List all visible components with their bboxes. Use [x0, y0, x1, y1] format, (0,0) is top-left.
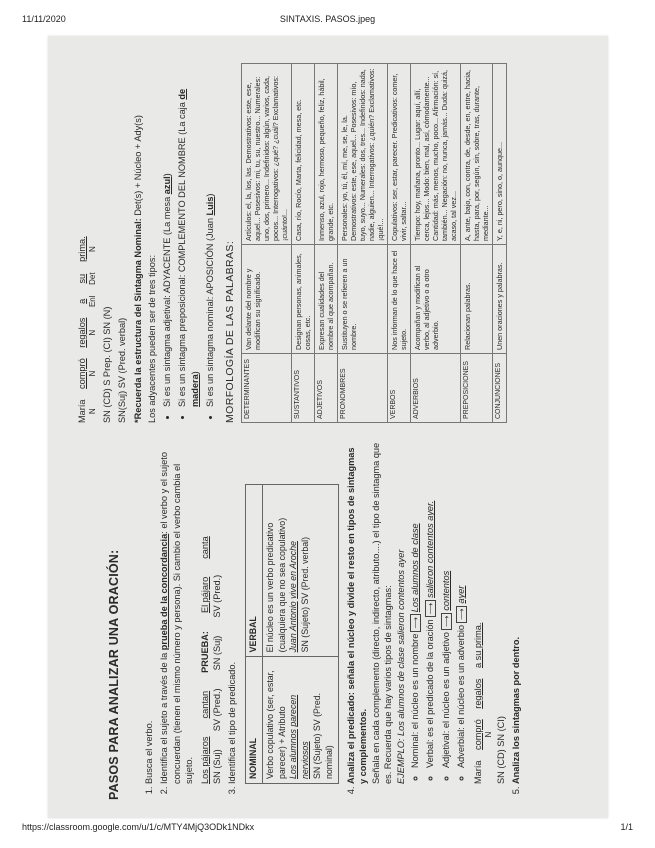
word-tag: N [88, 246, 98, 253]
verbal-definition: El núcleo es un verbo predicativo (cualquiera que no sea copulativo) [264, 517, 287, 653]
sintagma-verbal-example: salieron contentos ayer. [425, 500, 436, 598]
nominal-definition: Verbo copulativo (ser, estar, parecer) + Atributo [264, 670, 287, 779]
page-title: PASOS PARA ANALIZAR UNA ORACIÓN: [107, 549, 121, 800]
nominal-header: NOMINAL [245, 657, 262, 784]
word-tag: N [88, 408, 98, 415]
right-column [58, 53, 598, 423]
recuerda-text: Det(s) + Núcleo + Ady(s) [133, 115, 144, 219]
step-1 [143, 440, 155, 784]
row-category: ADVERBIOS [410, 354, 460, 423]
table-row [241, 64, 291, 423]
verbal-header: VERBAL [245, 485, 262, 657]
sintagma-adjetival [440, 440, 452, 768]
nominal-cell [262, 657, 338, 784]
label-sn-2: SN (Suj) [211, 635, 222, 671]
word-text: regalos [472, 678, 483, 709]
table-row [410, 64, 460, 423]
sintagma-verbal-text: Verbal: es el predicado de la oración [425, 619, 436, 768]
word [472, 761, 484, 785]
print-url: https://classroom.google.com/u/1/c/MTY4MjQ3ODk1NDkx [22, 822, 255, 832]
word-text: prima. [77, 236, 87, 262]
step-3 [226, 440, 339, 784]
example-verb: cantan [199, 690, 210, 719]
arrow-icon: ⟶ [441, 613, 452, 630]
word [76, 295, 99, 307]
row-examples: Artículos: el, la, los, las. Demostrativos: este, ese, aquel... Posesivos: mi, tu, su, nuestro... Numerales: uno, dos, primero... Indefinidos: algún, varios, cada, pocos... Interrogativos: ¿qué? ¿cuál? Exclamativos: ¡cuánto!... [241, 64, 291, 245]
ady-3-text: Si es un sintagma nominal: APOSICIÓN (Juan [205, 215, 216, 407]
recuerda-heading: *Recuerda la estructura del Sintagma Nominal: [133, 218, 144, 423]
row-category: DETERMINANTES [241, 354, 291, 423]
word-text: María [472, 760, 483, 784]
sintagma-nominal [409, 440, 421, 768]
adyacentes-intro: Los adyacentes pueden ser de tres tipos: [147, 254, 158, 423]
step-1-text: Busca el verbo. [143, 720, 154, 784]
step-2 [158, 440, 223, 784]
sentence-labels: SN (CD) SN (CI) [495, 716, 506, 784]
sintagma-types [409, 440, 468, 784]
adyacente-nominal [204, 53, 216, 407]
ady-3-example: Luis [205, 196, 216, 216]
concordancia-term: prueba de la concordancia [159, 533, 170, 651]
adyacente-preposicional [176, 53, 201, 407]
word [472, 623, 484, 668]
word-text: María [77, 399, 87, 423]
word [76, 318, 99, 348]
ady-2-text: Si es un sintagma preposicional: COMPLEMENTO DEL NOMBRE (La caja [177, 99, 188, 407]
word-text: compró [472, 719, 483, 750]
print-date: 11/11/2020 [22, 14, 66, 24]
print-title: SINTAXIS. PASOS.jpeg [279, 14, 376, 24]
sintagma-adv-text: Adverbial: el núcleo es un adverbio [456, 624, 467, 768]
row-definition: Acompañan y modifican al verbo, al adjetivo o a otro adverbio. [410, 245, 460, 354]
word [76, 236, 99, 262]
page-count: 1/1 [620, 822, 633, 832]
row-examples: Y, e, ni, pero, sino, o, aunque... [492, 64, 506, 245]
word-tag: Det [88, 272, 98, 285]
rotated-page [48, 36, 608, 818]
row-examples: Casa, río, Rocío, Marta, felicidad, mesa, etc. [291, 64, 314, 245]
sintagma-verbal [424, 440, 436, 768]
word-tag: Enl [88, 295, 98, 308]
example-subject: Los pájaros [199, 736, 210, 784]
example-sentence [472, 440, 508, 784]
row-definition: Van delante del nombre y modifican su significado. [241, 245, 291, 354]
step-4-example: EJEMPLO: Los alumnos de clase salieron contentos ayer [395, 549, 406, 784]
adyacentes-list [161, 53, 217, 423]
row-definition: Unen oraciones y palabras. [492, 245, 506, 354]
morfologia-title: MORFOLOGÍA DE LAS PALABRAS: [223, 240, 236, 423]
sintagma-adv-example: ayer [456, 585, 467, 604]
row-category: PRONOMBRES [337, 354, 387, 423]
verbal-cell [262, 485, 338, 657]
sintagma-adj-example: contentos [440, 570, 451, 611]
word-text: a [77, 298, 87, 304]
sintagma-nominal-text: Nominal: el núcleo es un nombre [410, 633, 421, 768]
word-text: regalos [77, 317, 87, 348]
row-category: SUSTANTIVOS [291, 354, 314, 423]
recuerda-line [132, 53, 144, 423]
table-row [291, 64, 314, 423]
analysis-sentence [76, 53, 99, 423]
table-row [314, 64, 337, 423]
analysis-labels-b: SN(Suj) SV (Pred. verbal) [116, 317, 127, 423]
row-definition: Nos informan de lo que hace el sujeto. [387, 245, 410, 354]
sintagma-nominal-example: Los alumnos de clase [410, 523, 421, 613]
ady-1-example: azul [161, 176, 172, 195]
step-5-text: Analiza los sintagmas por dentro. [511, 636, 522, 784]
nominal-example-sn: Los alumnos [288, 729, 299, 779]
nominal-example-labels: SN (Sujeto) SV (Pred. nominal) [312, 692, 335, 779]
step-4-more: Señala en cada complemento (directo, indirecto, atributo....) el tipo de sintagma que es. Recuerda que hay varios tipos de sintagmas: [370, 442, 394, 784]
example-prueba-label: PRUEBA: [199, 631, 210, 673]
word [472, 719, 495, 750]
arrow-icon: ⟶ [456, 606, 467, 623]
step-2-tail: : el verbo y el sujeto concuerdan (tienen el mismo número y persona). Si cambio el verbo cambia el sujeto. [159, 452, 195, 784]
step-2-example [199, 440, 211, 784]
example-verb-2: canta [199, 536, 210, 559]
adyacente-adjetival [161, 53, 173, 407]
ady-1-text: Si es un sintagma adjetival: ADYACENTE (La mesa [161, 194, 172, 407]
word-text: compró [77, 358, 87, 389]
verbal-example-sv: vive en Aroche [288, 541, 299, 599]
word-text: su [77, 273, 87, 284]
row-examples: A, ante, bajo, con, contra, de, desde, en, entre, hacia, hasta, para, por, según, sin, sobre, tras, durante, mediante... [460, 64, 492, 245]
step-2-text: Identifica el sujeto a través de la [159, 650, 170, 784]
step-5 [510, 440, 522, 784]
arrow-icon: ⟶ [410, 614, 421, 631]
word-tag: N [88, 329, 98, 336]
row-examples: Copulativos: ser, estar, parecer. Predicativos: comer, vivir, saltar... [387, 64, 410, 245]
row-category: CONJUNCIONES [492, 354, 506, 423]
sintagma-adj-text: Adjetival: el núcleo es un adjetivo [440, 632, 451, 768]
word [472, 679, 484, 709]
nominal-example-sv: parecen nerviosos [288, 694, 311, 779]
verbal-example-labels: SN (Sujeto) SV (Pred. verbal) [300, 536, 311, 653]
row-examples: Inmenso, azul, rojo, hermoso, pequeño, feliz, hábil, grande, etc. [314, 64, 337, 245]
table-row [492, 64, 506, 423]
morfologia-table [241, 63, 507, 423]
row-definition: Sustituyen o se refieren a un nombre. [337, 245, 387, 354]
row-category: ADJETIVOS [314, 354, 337, 423]
ady-1-close: ) [161, 173, 172, 177]
word-tag: N [484, 731, 494, 738]
ady-2-close: ) [189, 371, 200, 375]
verbal-example-sn: Juan Antonio [288, 601, 299, 653]
step-4-text: : señala el núcleo y divide el resto en tipos de sintagmas y complementos. [345, 447, 369, 784]
ady-2-example: de madera [177, 88, 200, 407]
label-sv: SV (Pred.) [211, 688, 222, 732]
row-definition: Designan personas, animales, cosas, etc. [291, 245, 314, 354]
word-text: a su prima. [472, 622, 483, 669]
row-definition: Relacionan palabras. [460, 245, 492, 354]
steps-list [143, 440, 523, 800]
label-sv-2: SV (Pred.) [211, 574, 222, 618]
word [76, 400, 99, 424]
word [76, 272, 99, 284]
word [76, 358, 99, 389]
word-tag: N [88, 370, 98, 377]
document-photo [48, 36, 608, 818]
row-category: PREPOSICIONES [460, 354, 492, 423]
table-row [460, 64, 492, 423]
ady-3-close: ) [205, 193, 216, 197]
sintagma-adverbial [455, 440, 467, 768]
table-row [337, 64, 387, 423]
example-subject-2: El pájaro [199, 576, 210, 614]
step-2-example-labels [211, 440, 223, 784]
step-3-text: Identifica el tipo de predicado. [227, 661, 238, 784]
left-column [58, 440, 598, 800]
label-sn: SN (Suj) [211, 749, 222, 784]
row-definition: Expresan cualidades del nombre al que acompañan. [314, 245, 337, 354]
row-examples: Personales: yo, tú, él, mí, me, se, le, la. Demostrativos: este, ese, aquel... Posesivos: mío, tuyo, suyo... Numerales: dos, tres... Indefinidos: nada, nadie, alguien... Interrogativos: ¿quién? Exclamativos: ¡qué!... [337, 64, 387, 245]
analysis-labels-a: SN (CD) S Prep. (CI) SN (N) [102, 306, 113, 423]
predicate-table [245, 484, 339, 784]
step-4 [345, 440, 507, 784]
row-examples: Tiempo: hoy, mañana, pronto... Lugar: aquí, allí, cerca, lejos... Modo: bien, mal, así, cómodamente... Cantidad: más, menos, mucho, poco... Afirmación: sí, también... Negación: no, nunca, jamás... Duda: quizá, acaso, tal vez... [410, 64, 460, 245]
arrow-icon: ⟶ [425, 600, 436, 617]
step-4-heading: Analiza el predicado [345, 695, 356, 784]
table-row [387, 64, 410, 423]
row-category: VERBOS [387, 354, 410, 423]
